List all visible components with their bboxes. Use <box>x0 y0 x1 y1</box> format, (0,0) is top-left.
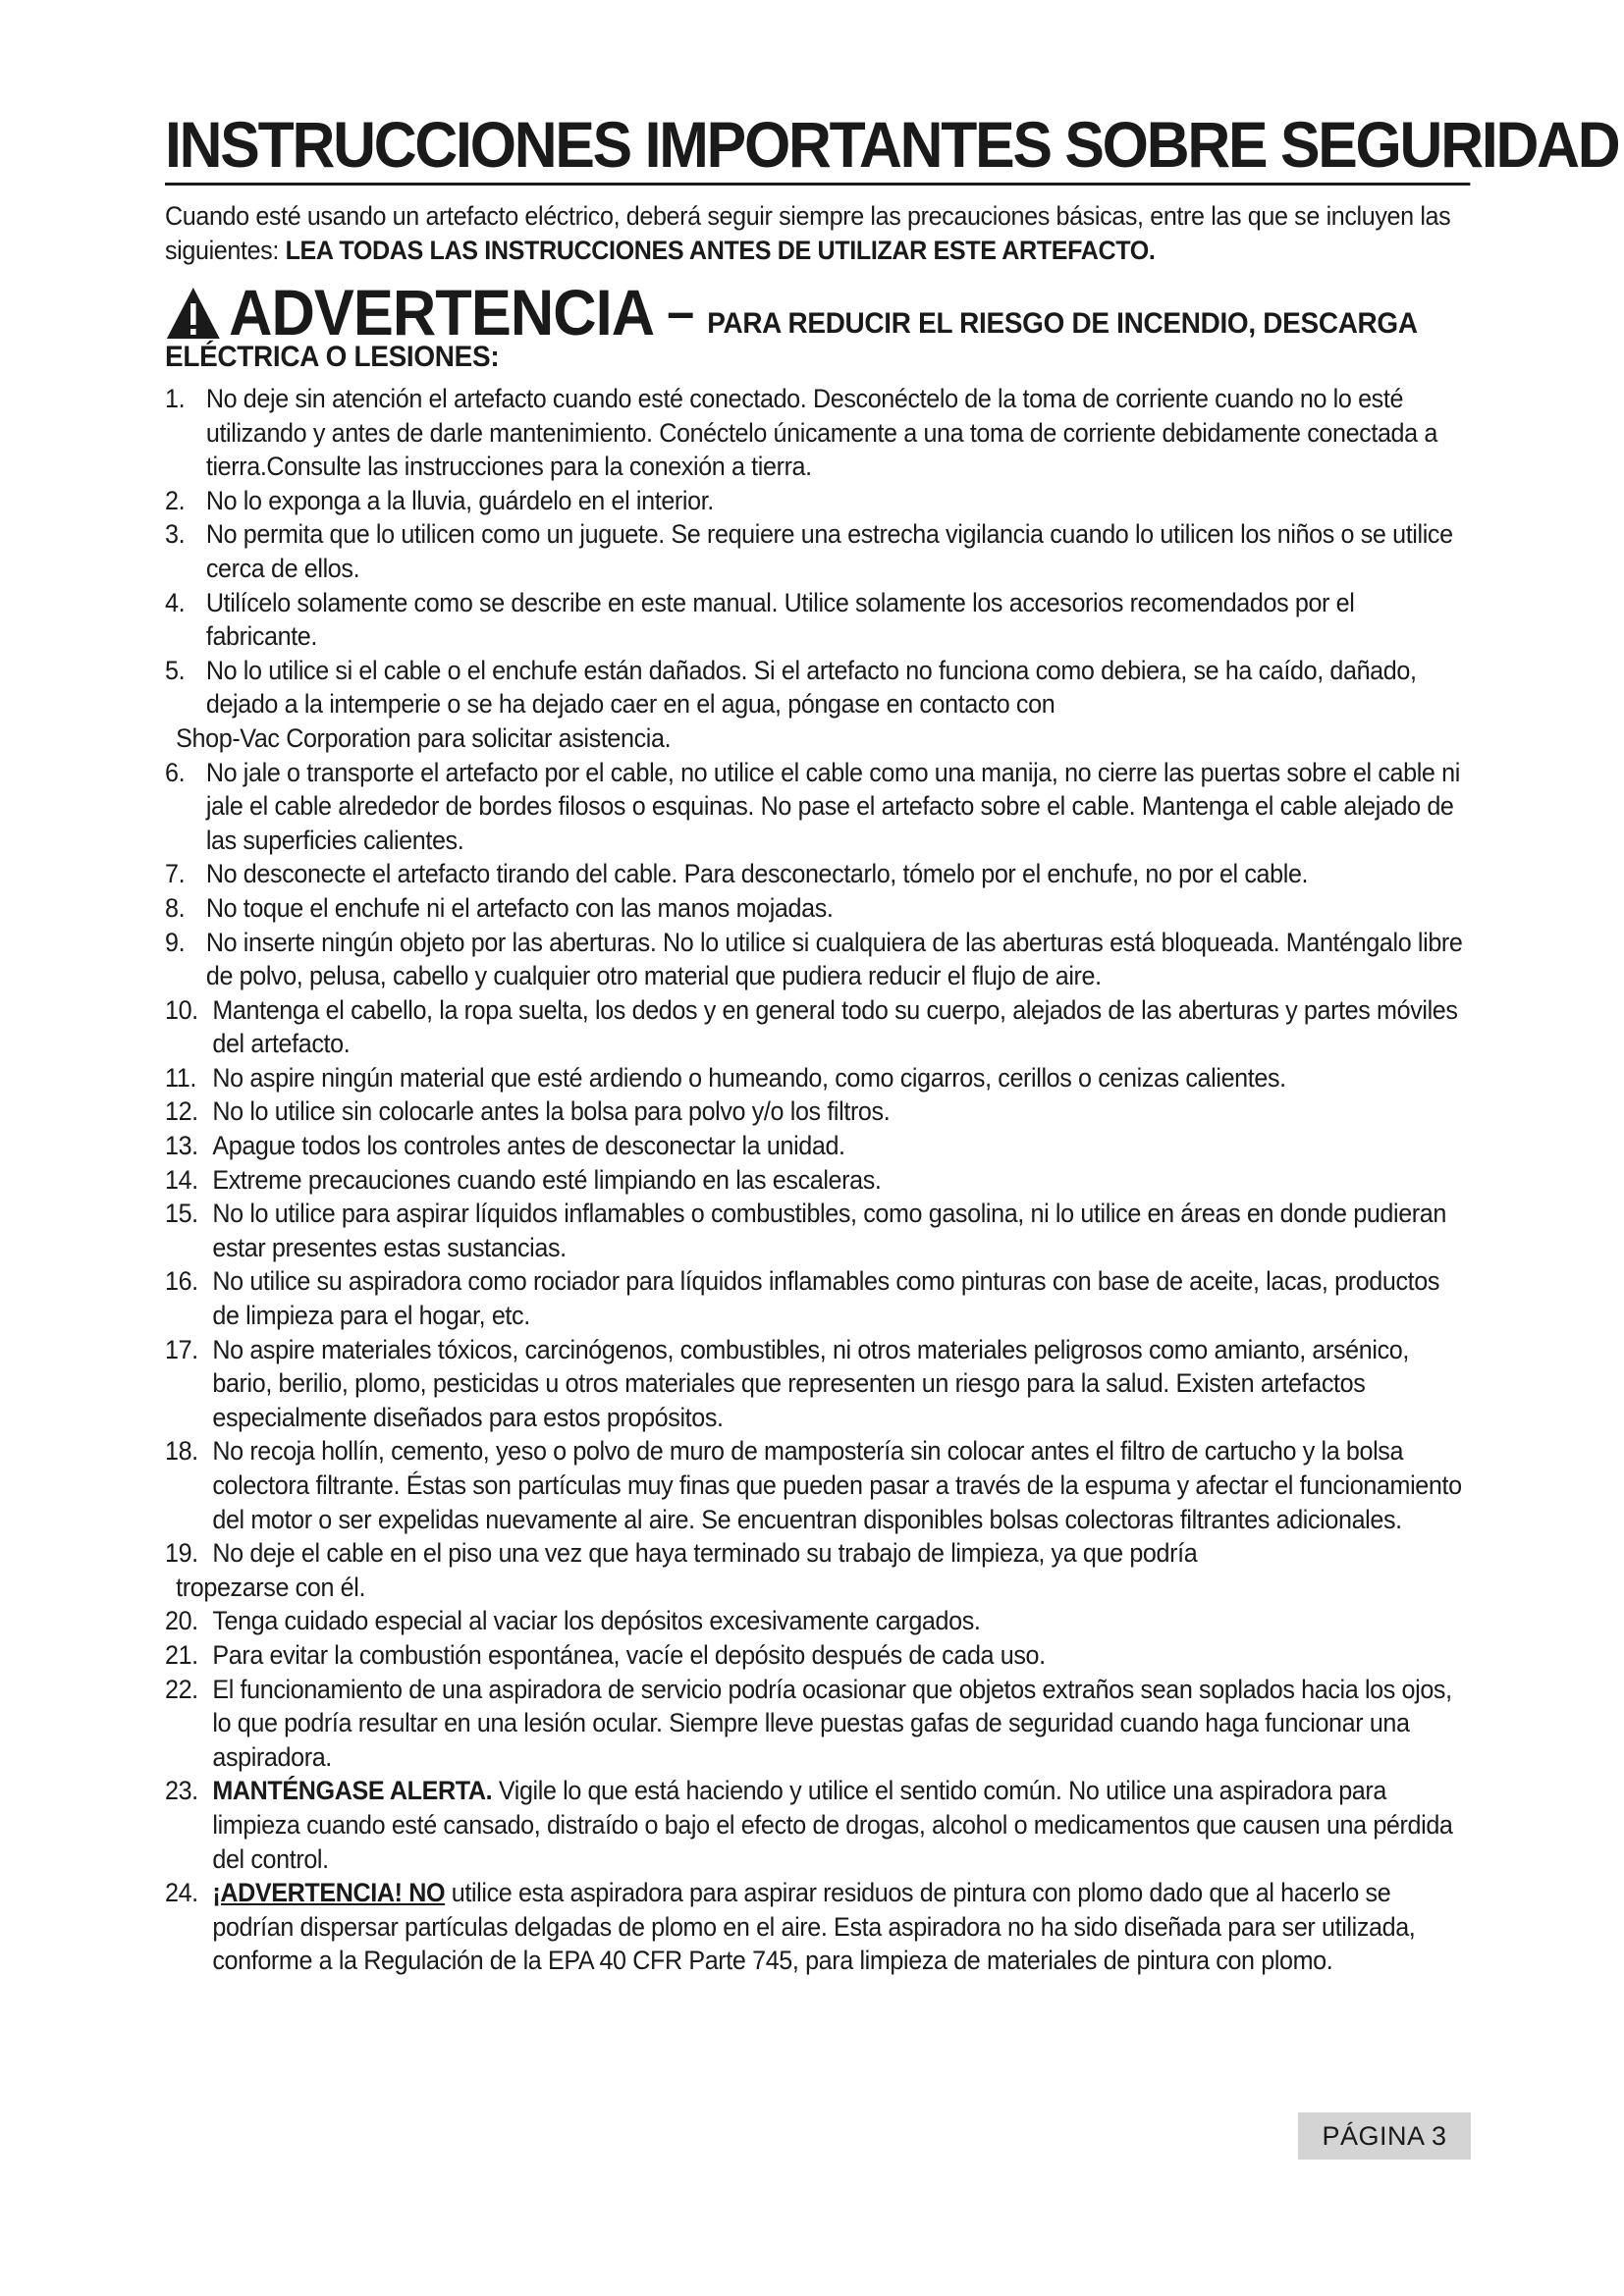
rule-text: No utilice su aspiradora como rociador para líquidos inflamables como pinturas con base de aceite, lacas, productos de limpieza para el hogar, etc. <box>212 1266 1440 1331</box>
safety-rule-item <box>165 1333 1471 1435</box>
safety-rule-item <box>165 1095 1471 1129</box>
rule-number: 6. <box>165 757 186 787</box>
rule-text: No aspire materiales tóxicos, carcinógenos, combustibles, ni otros materiales peligrosos como amianto, arsénico, bario, berilio, plomo, pesticidas u otros materiales que representen un riesgo para la salud. Existen artefactos especialmente diseñados para estos propósitos. <box>212 1334 1409 1432</box>
intro-paragraph <box>165 199 1471 268</box>
safety-rule-item <box>165 1061 1471 1095</box>
rule-number: 16. <box>165 1266 198 1297</box>
rule-number: 9. <box>165 927 186 957</box>
rule-text: No permita que lo utilicen como un juguete. Se requiere una estrecha vigilancia cuando lo utilicen los niños o se utilice cerca de ellos. <box>205 519 1453 583</box>
rule-number: 11. <box>165 1062 196 1093</box>
rule-text: Extreme precauciones cuando esté limpiando en las escaleras. <box>212 1164 882 1195</box>
rule-bold-lead: MANTÉNGASE ALERTA. <box>212 1776 493 1806</box>
rule-number: 24. <box>165 1878 198 1908</box>
rule-text: No deje sin atención el artefacto cuando esté conectado. Desconéctelo de la toma de corriente cuando no lo esté utilizando y antes de darle mantenimiento. Conéctelo únicamente a una toma de corriente debidamente conectada a tierra.Consulte las instrucciones para la conexión a tierra. <box>205 384 1437 482</box>
safety-rule-item <box>165 857 1471 891</box>
rule-text: No deje el cable en el piso una vez que haya terminado su trabajo de limpieza, ya que podría <box>212 1538 1198 1569</box>
rule-number: 13. <box>165 1131 198 1161</box>
safety-rule-item <box>165 1604 1471 1638</box>
rule-text: Vigile lo que está haciendo y utilice el sentido común. No utilice una aspiradora para limpieza cuando esté cansado, distraído o bajo el efecto de drogas, alcohol o medicamentos que causen una pérdida del control. <box>212 1776 1453 1874</box>
warning-word: ADVERTENCIA <box>229 276 655 348</box>
rule-number: 12. <box>165 1096 198 1127</box>
safety-rule-item <box>165 1673 1471 1775</box>
document-page <box>165 108 1619 1978</box>
intro-text: Cuando esté usando un artefacto eléctrico, deberá seguir siempre las precauciones básicas, entre las que se incluyen las siguientes: <box>165 201 1451 265</box>
warning-dash: – <box>667 283 695 342</box>
rule-warning-lead: ¡ADVERTENCIA! NO <box>212 1878 446 1908</box>
warning-heading <box>165 278 1471 347</box>
rule-text: No aspire ningún material que esté ardiendo o humeando, como cigarros, cerillos o cenizas calientes. <box>212 1062 1286 1093</box>
safety-rule-item <box>165 1876 1471 1978</box>
warning-subtitle-continued: ELÉCTRICA O LESIONES: <box>165 341 500 373</box>
rule-number: 5. <box>165 655 186 685</box>
rule-number: 21. <box>165 1639 198 1670</box>
safety-rule-item <box>165 1264 1471 1332</box>
rule-number: 10. <box>165 994 198 1025</box>
safety-rule-item <box>165 484 1471 518</box>
warning-subtitle: PARA REDUCIR EL RIESGO DE INCENDIO, DESCARGA <box>707 307 1418 340</box>
safety-rule-item <box>165 382 1471 484</box>
rule-text: Apague todos los controles antes de desconectar la unidad. <box>212 1131 845 1161</box>
rule-text: Mantenga el cabello, la ropa suelta, los dedos y en general todo su cuerpo, alejados de las aberturas y partes móviles del artefacto. <box>212 994 1458 1059</box>
safety-rule-item <box>165 1774 1471 1876</box>
page-number-badge: PÁGINA 3 <box>1298 2112 1471 2160</box>
rule-number: 3. <box>165 519 186 550</box>
safety-rule-item <box>165 586 1471 654</box>
safety-rule-item <box>165 517 1471 585</box>
rule-number: 19. <box>165 1538 198 1569</box>
rule-number: 7. <box>165 859 186 889</box>
rule-number: 22. <box>165 1674 198 1704</box>
rule-text: No lo utilice sin colocarle antes la bolsa para polvo y/o los filtros. <box>212 1096 891 1127</box>
rule-text: No lo utilice si el cable o el enchufe están dañados. Si el artefacto no funciona como debiera, se ha caído, dañado, dejado a la intemperie o se ha dejado caer en el agua, póngase en contacto con <box>205 655 1417 720</box>
rule-text: Para evitar la combustión espontánea, vacíe el depósito después de cada uso. <box>212 1639 1046 1670</box>
intro-bold-text: LEA TODAS LAS INSTRUCCIONES ANTES DE UTILIZAR ESTE ARTEFACTO. <box>285 236 1156 265</box>
rule-number: 1. <box>165 384 186 413</box>
safety-rule-item <box>165 756 1471 858</box>
safety-rule-item <box>165 993 1471 1061</box>
rule-number: 15. <box>165 1199 198 1229</box>
safety-rule-item <box>165 1638 1471 1673</box>
rule-text-continued: Shop-Vac Corporation para solicitar asistencia. <box>176 722 672 753</box>
rule-text: No jale o transporte el artefacto por el cable, no utilice el cable como una manija, no cierre las puertas sobre el cable ni jale el cable alrededor de bordes filosos o esquinas. No pase el artefacto sobre el cable. Mantenga el cable alejado de las superficies calientes. <box>205 757 1460 855</box>
safety-rule-item <box>165 654 1471 756</box>
rule-number: 8. <box>165 892 186 923</box>
safety-rule-item <box>165 1197 1471 1264</box>
rule-number: 4. <box>165 587 186 617</box>
rule-text: El funcionamiento de una aspiradora de servicio podría ocasionar que objetos extraños sean soplados hacia los ojos, lo que podría resultar en una lesión ocular. Siempre lleve puestas gafas de seguridad cuando haga funcionar una aspiradora. <box>212 1674 1452 1772</box>
safety-rule-item <box>165 891 1471 926</box>
warning-triangle-icon <box>165 286 222 341</box>
safety-rule-item <box>165 1163 1471 1198</box>
rule-number: 18. <box>165 1436 198 1467</box>
rule-text: No lo utilice para aspirar líquidos inflamables o combustibles, como gasolina, ni lo utilice en áreas en donde pudieran estar presentes estas sustancias. <box>212 1199 1446 1262</box>
rule-number: 2. <box>165 485 186 515</box>
safety-rule-item <box>165 1536 1471 1604</box>
rule-number: 20. <box>165 1606 198 1636</box>
rule-number: 23. <box>165 1776 198 1806</box>
rule-text: No desconecte el artefacto tirando del cable. Para desconectarlo, tómelo por el enchufe, no por el cable. <box>205 859 1309 889</box>
rule-text-continued: tropezarse con él. <box>176 1572 366 1602</box>
safety-rules-list <box>165 382 1471 1978</box>
safety-rule-item <box>165 926 1471 993</box>
rule-text: No recoja hollín, cemento, yeso o polvo de muro de mampostería sin colocar antes el filtro de cartucho y la bolsa colectora filtrante. Éstas son partículas muy finas que pueden pasar a través de la espuma y afectar el funcionamiento del motor o ser expelidas nuevamente al aire. Se encuentran disponibles bolsas colectoras filtrantes adicionales. <box>212 1436 1462 1534</box>
rule-text: utilice esta aspiradora para aspirar residuos de pintura con plomo dado que al hacerlo se podrían dispersar partículas delgadas de plomo en el aire. Esta aspiradora no ha sido diseñada para ser utilizada, conforme a la Regulación de la EPA 40 CFR Parte 745, para limpieza de materiales de pintura con plomo. <box>212 1878 1416 1976</box>
rule-number: 14. <box>165 1164 198 1195</box>
safety-rule-item <box>165 1434 1471 1536</box>
rule-text: No lo exponga a la lluvia, guárdelo en el interior. <box>205 485 714 515</box>
rule-text: Utilícelo solamente como se describe en este manual. Utilice solamente los accesorios recomendados por el fabricante. <box>205 587 1355 652</box>
rule-number: 17. <box>165 1334 198 1364</box>
rule-text: No toque el enchufe ni el artefacto con las manos mojadas. <box>205 892 834 923</box>
page-title: INSTRUCCIONES IMPORTANTES SOBRE SEGURIDAD <box>165 110 1470 186</box>
rule-text: Tenga cuidado especial al vaciar los depósitos excesivamente cargados. <box>212 1606 981 1636</box>
rule-text: No inserte ningún objeto por las aberturas. No lo utilice si cualquiera de las aberturas está bloqueada. Manténgalo libre de polvo, pelusa, cabello y cualquier otro material que pudiera reducir el flujo de aire. <box>205 927 1463 991</box>
safety-rule-item <box>165 1129 1471 1163</box>
